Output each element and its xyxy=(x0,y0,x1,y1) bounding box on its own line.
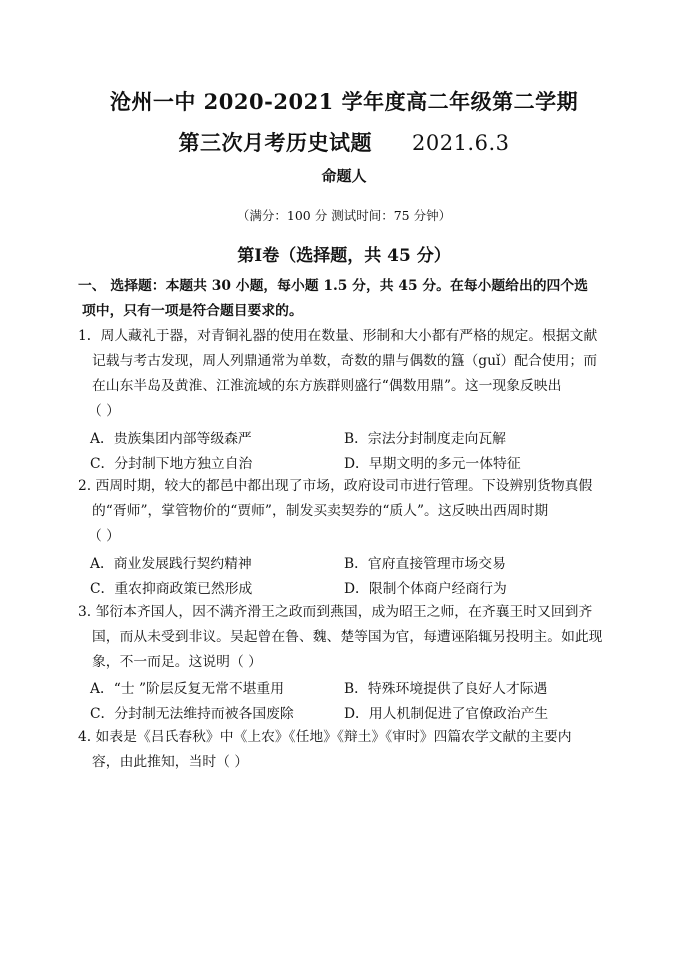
question-line: 2. 西周时期，较大的都邑中都出现了市场，政府设司市进行管理。下设辨别货物真假 xyxy=(78,478,593,494)
q2-option-b: B．官府直接管理市场交易 xyxy=(344,556,506,572)
exam-date: 2021.6.3 xyxy=(411,131,510,155)
volume-title: 第Ⅰ卷（选择题，共 45 分） xyxy=(237,246,451,266)
q2-option-a: A．商业发展践行契约精神 xyxy=(90,556,252,572)
section-intro-line: 一、 选择题：本题共 30 小题，每小题 1.5 分，共 45 分。在每小题给出的四个选 xyxy=(78,278,588,294)
q2-option-d: D．限制个体商户经商行为 xyxy=(344,581,507,597)
question-3 xyxy=(78,600,610,675)
question-line: （ ） xyxy=(88,403,120,419)
section-intro xyxy=(78,274,610,324)
exam-author: 命题人 xyxy=(321,167,367,185)
question-line: 象，不一而足。这说明（ ） xyxy=(92,654,262,670)
exam-subject-title: 第三次月考历史试题 xyxy=(178,130,372,155)
exam-title-line2 xyxy=(0,127,688,157)
q1-option-d: D．早期文明的多元一体特征 xyxy=(344,456,521,472)
question-line: 1．周人藏礼于器，对青铜礼器的使用在数量、形制和大小都有严格的规定。根据文献 xyxy=(78,328,598,344)
q2-option-c: C．重农抑商政策已然形成 xyxy=(90,581,253,597)
q3-option-a: A．“士 ”阶层反复无常不堪重用 xyxy=(90,681,285,697)
exam-title-line1: 沧州一中 2020-2021 学年度高二年级第二学期 xyxy=(109,89,579,114)
question-4 xyxy=(78,725,610,775)
question-line: 国，而从未受到非议。吴起曾在鲁、魏、楚等国为官，每遭诬陷辄另投明主。如此现 xyxy=(92,629,603,645)
question-line: （ ） xyxy=(88,528,120,544)
question-line: 在山东半岛及黄淮、江淮流域的东方族群则盛行“偶数用鼎”。这一现象反映出 xyxy=(92,378,562,394)
q3-option-d: D．用人机制促进了官僚政治产生 xyxy=(344,706,549,722)
question-line: 记载与考古发现，周人列鼎通常为单数，奇数的鼎与偶数的簋（guǐ）配合使用；而 xyxy=(92,353,598,369)
question-line: 的“胥师”，掌管物价的“贾师”，制发买卖契券的“质人”。这反映出西周时期 xyxy=(92,503,549,519)
section-intro-line: 项中，只有一项是符合题目要求的。 xyxy=(82,303,303,319)
question-line: 容，由此推知，当时（ ） xyxy=(92,754,249,770)
question-line: 3. 邹衍本齐国人，因不满齐滑王之政而到燕国，成为昭王之师，在齐襄王时又回到齐 xyxy=(78,604,593,620)
question-1 xyxy=(78,324,610,424)
q1-option-b: B．宗法分封制度走向瓦解 xyxy=(344,431,506,447)
question-line: 4. 如表是《吕氏春秋》中《上农》《任地》《辩土》《审时》四篇农学文献的主要内 xyxy=(78,729,572,745)
q3-option-c: C．分封制无法维持而被各国废除 xyxy=(90,706,294,722)
exam-meta: （满分：100 分 测试时间：75 分钟） xyxy=(236,208,452,223)
q3-option-b: B．特殊环境提供了良好人才际遇 xyxy=(344,681,548,697)
question-2 xyxy=(78,474,610,549)
q1-option-a: A．贵族集团内部等级森严 xyxy=(90,431,252,447)
q1-option-c: C．分封制下地方独立自治 xyxy=(90,456,253,472)
